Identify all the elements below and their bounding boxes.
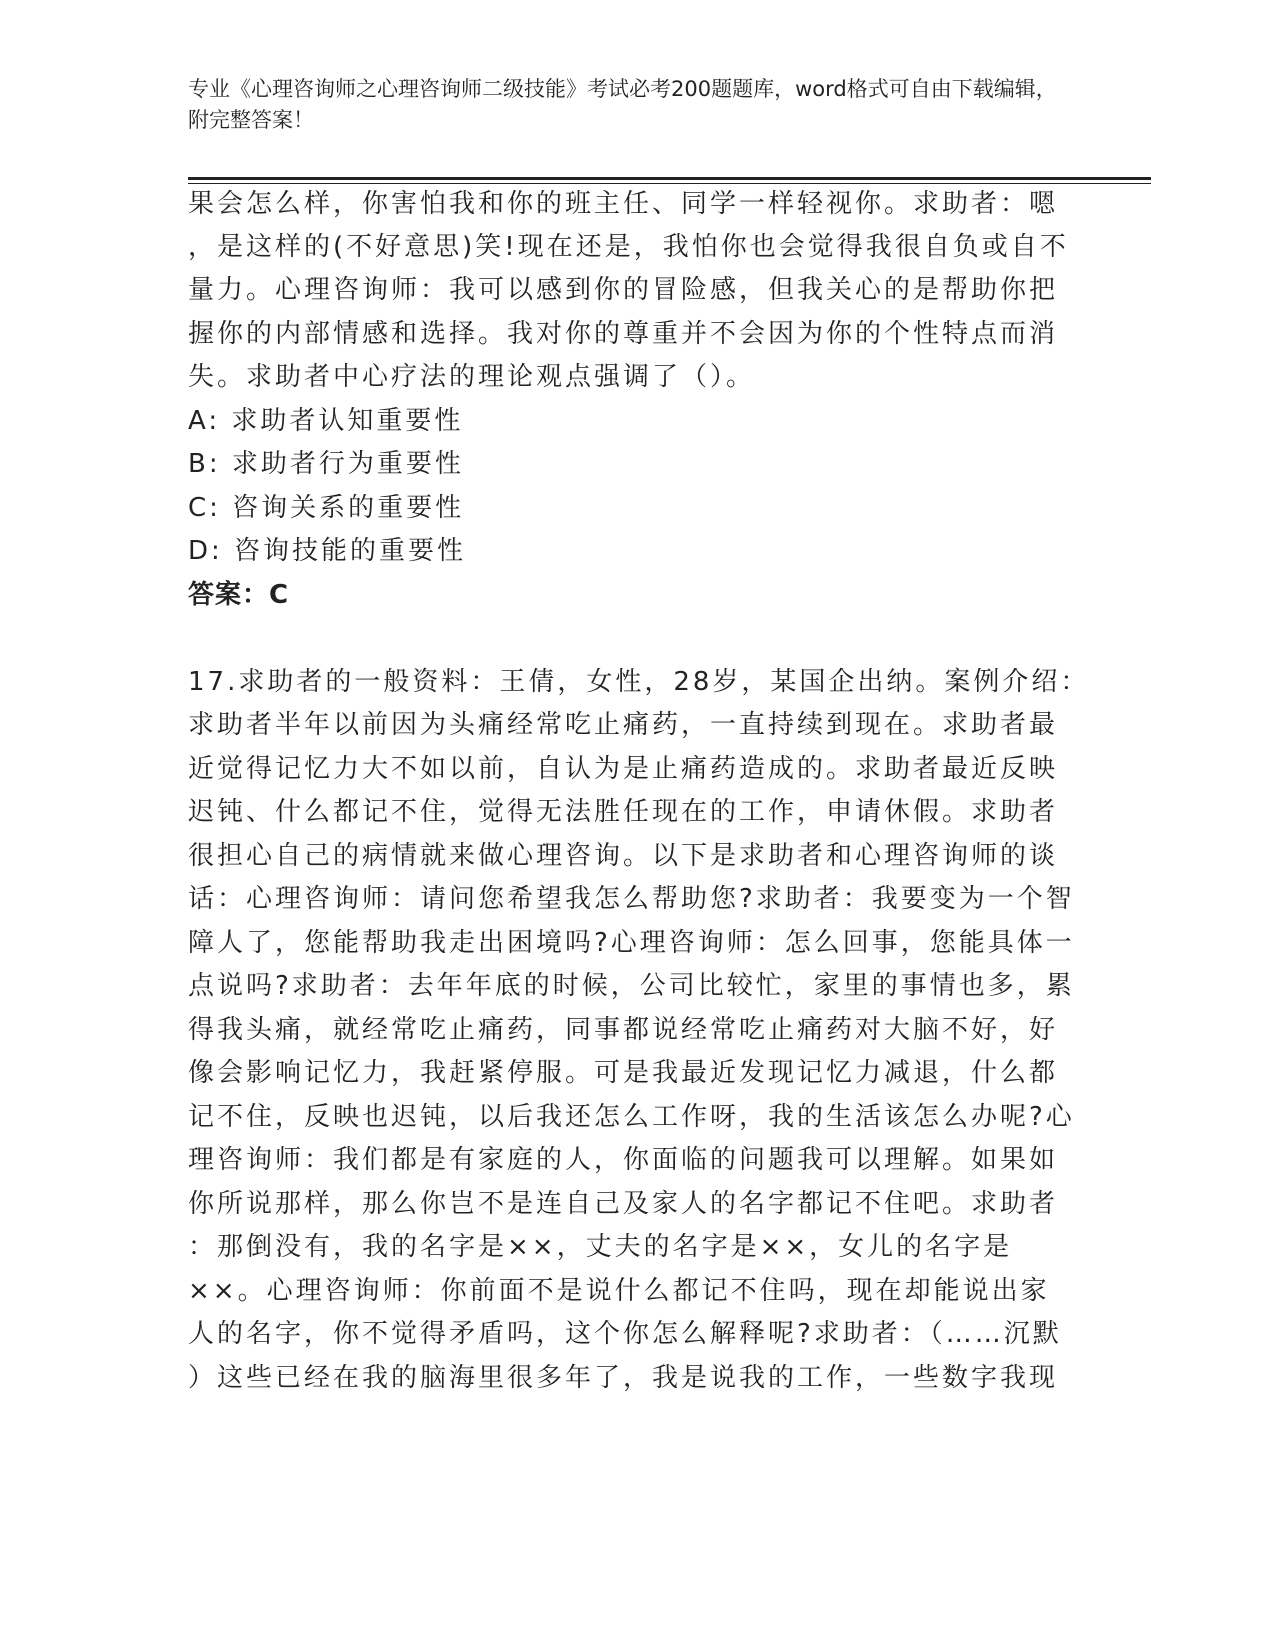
question-text-line: 求助者半年以前因为头痛经常吃止痛药，一直持续到现在。求助者最 (188, 710, 1059, 740)
question-text-line: 近觉得记忆力大不如以前，自认为是止痛药造成的。求助者最近反映 (188, 754, 1059, 784)
question-text-line: 失。求助者中心疗法的理论观点强调了（）。 (188, 362, 756, 392)
question-text-line: 果会怎么样，你害怕我和你的班主任、同学一样轻视你。求助者：嗯 (188, 189, 1059, 219)
question-text-line: 得我头痛，就经常吃止痛药，同事都说经常吃止痛药对大脑不好，好 (188, 1015, 1059, 1045)
question-text-line: 迟钝、什么都记不住，觉得无法胜任现在的工作，申请休假。求助者 (188, 797, 1059, 827)
question-text-line: 理咨询师：我们都是有家庭的人，你面临的问题我可以理解。如果如 (188, 1145, 1059, 1175)
question-text-line: ，是这样的(不好意思)笑!现在还是，我怕你也会觉得我很自负或自不 (188, 232, 1069, 262)
question-text-line: 很担心自己的病情就来做心理咨询。以下是求助者和心理咨询师的谈 (188, 841, 1059, 871)
option-b: B: 求助者行为重要性 (188, 449, 464, 479)
option-a: A: 求助者认知重要性 (188, 406, 464, 436)
question-text-line: 记不住，反映也迟钝，以后我还怎么工作呀，我的生活该怎么办呢?心 (188, 1102, 1075, 1132)
question-text-line: 障人了，您能帮助我走出困境吗?心理咨询师：怎么回事，您能具体一 (188, 928, 1075, 958)
option-c: C: 咨询关系的重要性 (188, 493, 465, 523)
question-text-line: 人的名字，你不觉得矛盾吗，这个你怎么解释呢?求助者：（……沉默 (188, 1319, 1062, 1349)
question-text-line: ××。心理咨询师：你前面不是说什么都记不住吗，现在却能说出家 (188, 1276, 1050, 1306)
header-rule-thick (188, 177, 1151, 180)
question-text-line: ：那倒没有，我的名字是××，丈夫的名字是××，女儿的名字是 (188, 1232, 1013, 1262)
question-text-line: 握你的内部情感和选择。我对你的尊重并不会因为你的个性特点而消 (188, 319, 1059, 349)
answer-label: 答案：C (188, 580, 290, 610)
question-text-line: 量力。心理咨询师：我可以感到你的冒险感，但我关心的是帮助你把 (188, 275, 1059, 305)
question-text-line: ）这些已经在我的脑海里很多年了，我是说我的工作，一些数字我现 (188, 1363, 1059, 1393)
option-d: D: 咨询技能的重要性 (188, 536, 467, 566)
header-rule-thin (188, 183, 1151, 184)
question-text-line: 你所说那样，那么你岂不是连自己及家人的名字都记不住吧。求助者 (188, 1189, 1059, 1219)
question-text-line: 话：心理咨询师：请问您希望我怎么帮助您?求助者：我要变为一个智 (188, 884, 1075, 914)
document-header: 专业《心理咨询师之心理咨询师二级技能》考试必考200题题库，word格式可自由下载编辑，附完整答案！ (188, 77, 1057, 132)
question-text-line: 点说吗?求助者：去年年底的时候，公司比较忙，家里的事情也多，累 (188, 971, 1075, 1001)
question-text-line: 像会影响记忆力，我赶紧停服。可是我最近发现记忆力减退，什么都 (188, 1058, 1059, 1088)
question-text-line: 17.求助者的一般资料：王倩，女性，28岁，某国企出纳。案例介绍： (188, 667, 1090, 697)
